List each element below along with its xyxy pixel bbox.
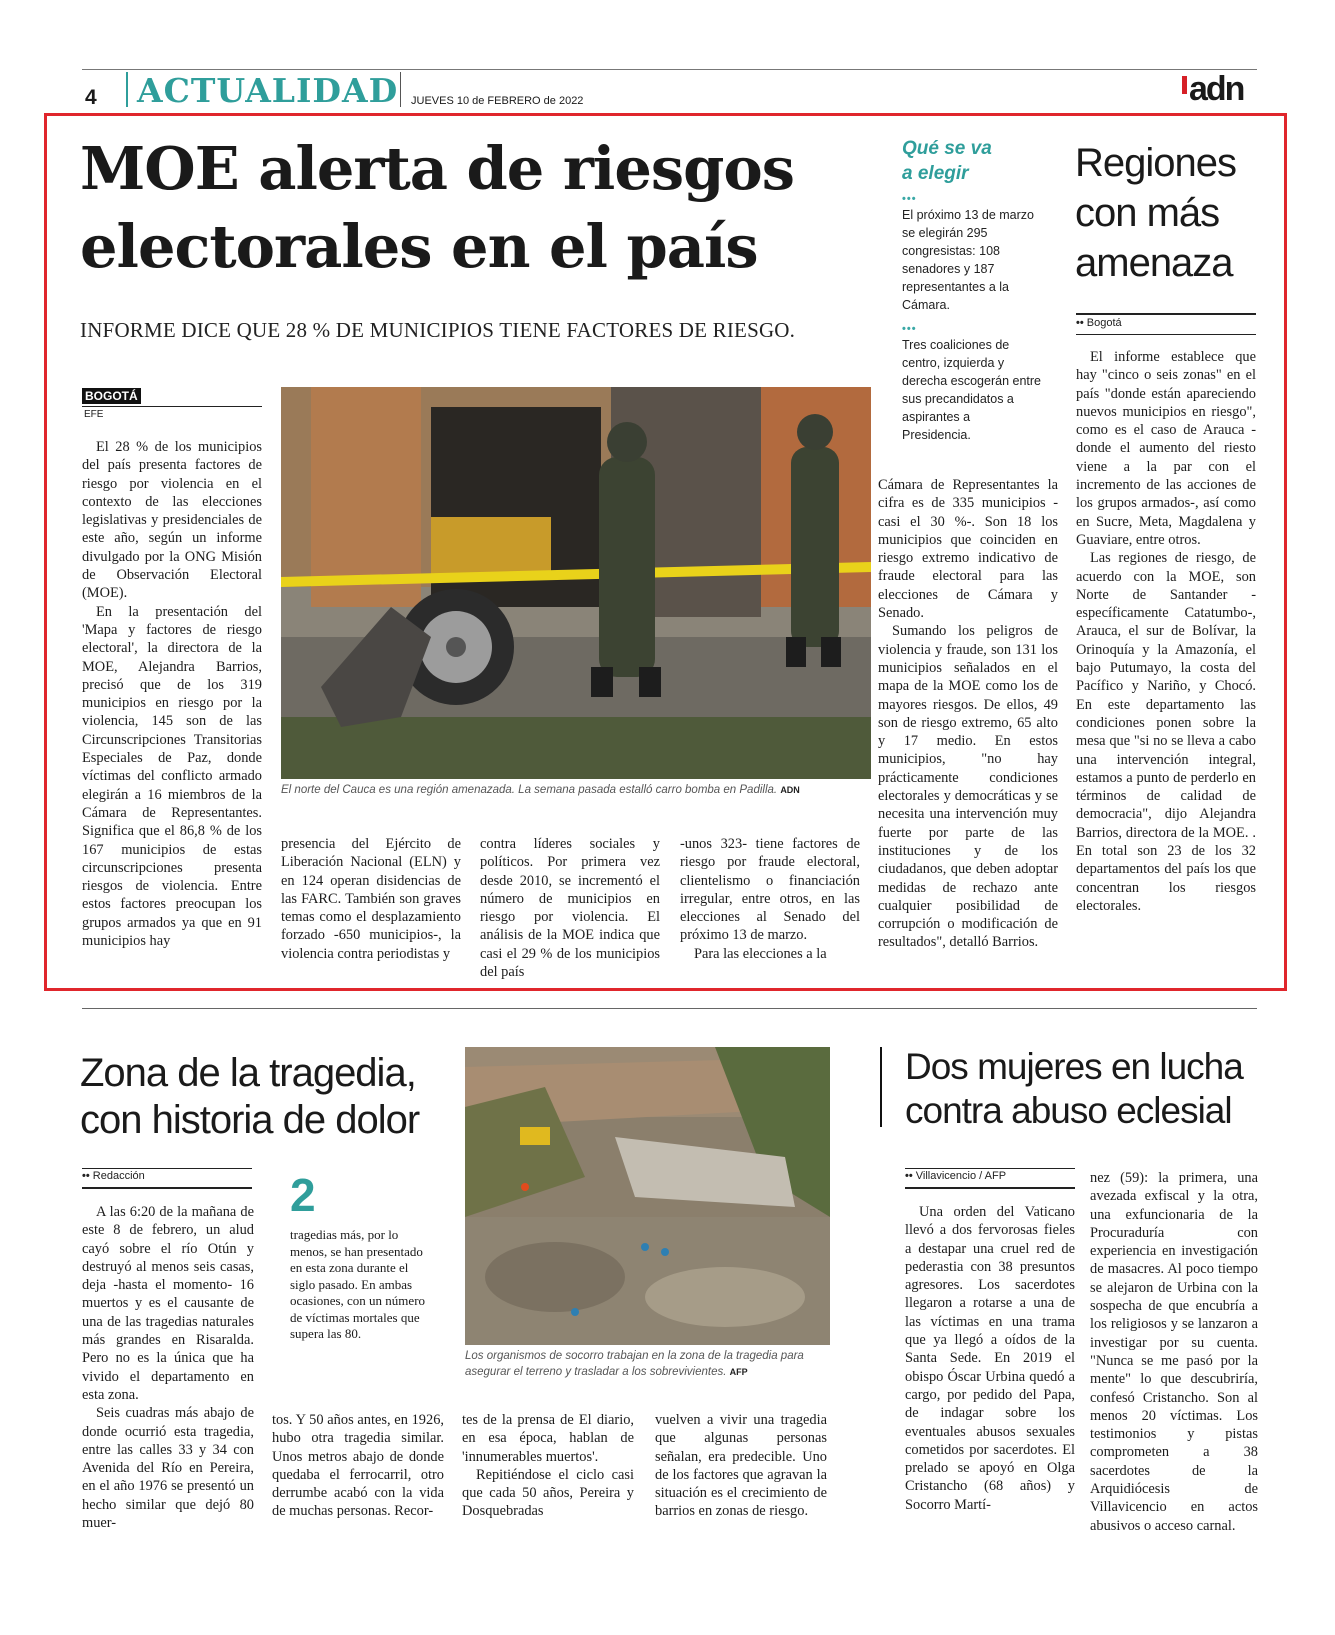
header-top-rule — [82, 69, 1257, 70]
main-headline — [80, 130, 860, 286]
tragedia-kicker — [82, 1170, 145, 1182]
tragedia-big-number: 2 — [290, 1169, 316, 1221]
mujeres-col-2: nez (59): la primera, una avezada exfiscal y la otra, una exfuncionaria de la Procuraduría con experiencia en investigación de masacres. Al poco tiempo se alejaron de Urbina con la sospecha de que encubría a los religiosos y se lanzaron a investigar por su cuenta. "Nunca se me pasó por la mente" lo que descubriría, confesó Cristancho. Son al menos 20 víctimas. Los testimonios y pistas comprometen a 38 sacerdotes de la Arquidiócesis de Villavicencio en actos abusivos o acceso carnal. — [1090, 1170, 1258, 1534]
main-col-3: contra líderes sociales y políticos. Por primera vez desde 2010, se incrementó el número de municipios en riesgo por violencia. El análisis de la MOE indica que casi el 29 % de los municipios del país — [480, 836, 660, 981]
logo-accent-icon — [1182, 76, 1187, 94]
main-col-5 — [878, 476, 1058, 952]
regiones-headline-line1: Regiones — [1075, 141, 1237, 185]
main-col-2: presencia del Ejército de Liberación Nacional (ELN) y en 124 operan disidencias de las FARC. También son graves temas como el desplazamiento forzado -650 municipios-, la violencia contra periodistas y — [281, 836, 461, 962]
tragedia-headline-line1: Zona de la tragedia, — [80, 1051, 416, 1095]
main-photo-caption-text: El norte del Cauca es una región amenazada. La semana pasada estalló carro bomba en Padilla. — [281, 784, 778, 796]
tragedia-col1-p1: A las 6:20 de la mañana de este 8 de febrero, un alud cayó sobre el río Otún y destruyó al menos seis casas, deja -hasta el momento- 16 muertos y es el causante de una de las tragedias naturales más grandes en Risaralda. Pero no es la única que ha vivido el departamento en esta zona. — [82, 1204, 254, 1403]
tragedia-photo-caption — [465, 1348, 830, 1380]
issue-date: JUEVES 10 de FEBRERO de 2022 — [411, 95, 584, 107]
elegir-item-2: Tres coaliciones de centro, izquierda y derecha escogerán entre sus precandidatos a aspirantes a Presidencia. — [902, 338, 1041, 442]
tragedia-col3-p1: tes de la prensa de El diario, en esa época, hablan de 'innumerables muertos'. — [462, 1412, 634, 1465]
tragedia-photo-art — [465, 1047, 830, 1345]
bullet-dots-icon: ••• — [902, 323, 917, 335]
elegir-title-line2: a elegir — [902, 163, 969, 184]
regiones-kicker-text: Bogotá — [1086, 317, 1122, 329]
tragedia-col-2: tos. Y 50 años antes, en 1926, hubo otra tragedia similar. Unos metros abajo de donde quedaba el ferrocarril, otro derrumbe acabó con la vida de muchas personas. Recor- — [272, 1412, 444, 1520]
main-col4-p2: Para las elecciones a la — [694, 945, 827, 962]
bullet-dots-icon: •• — [1076, 317, 1087, 329]
tragedia-photo-credit: AFP — [729, 1367, 748, 1377]
regiones-kicker-rule-2 — [1076, 334, 1256, 335]
main-photo-caption — [281, 782, 871, 798]
lower-section-rule — [82, 1008, 1257, 1009]
tragedia-kicker-rule-2 — [82, 1187, 252, 1189]
tragedia-big-number-text: tragedias más, por lo menos, se han presentado en esta zona durante el siglo pasado. En ambas ocasiones, con un número de víctimas mortales que supera las 80. — [290, 1227, 426, 1341]
regiones-p1: El informe establece que hay "cinco o seis zonas" en el país "donde están apareciendo nuevos municipios en riesgo", como es el caso de Arauca -donde el aumento del riesto viene a la par con el incremento de las acciones de los grupos armados-, así como en Sucre, Meta, Magdalena y Guaviare, entre otros. — [1076, 349, 1256, 548]
main-headline-line1: MOE alerta de riesgos — [80, 134, 794, 203]
tragedia-headline — [80, 1050, 419, 1144]
logo-text: adn — [1189, 70, 1244, 108]
main-subhead: INFORME DICE QUE 28 % DE MUNICIPIOS TIENE FACTORES DE RIESGO. — [80, 318, 796, 342]
elegir-list — [902, 192, 1042, 444]
mujeres-col1-p1: Una orden del Vaticano llevó a dos fervorosas fieles a destapar una cruel red de pederastia con 38 presuntos agresores. Los sacerdotes llegaron a rotarse a una de las víctimas en una trama que ya llegó a oídos de la Santa Sede. En 2019 el obispo Óscar Urbina quedó a cargo, por pedido del Papa, de indagar sobre los eventuales abusos sexuales cometidos por sacerdotes. El prelado se apoyó en Olga Cristancho (68 años) y Socorro Martí- — [905, 1204, 1075, 1513]
mujeres-kicker-rule-2 — [905, 1187, 1075, 1189]
main-col5-p2: Sumando los peligros de violencia y fraude, son 131 los municipios señalados en el mapa de la MOE como los de mayores riesgos. De ellos, 49 son de riesgo extremo, 65 alto y 17 medio. En estos municipios, "no hay prácticamente condiciones electorales y democráticas y se necesita una intervención muy fuerte por parte de las instituciones y de los ciudadanos, que deben adoptar medidas de rechazo ante cualquier posibilidad de corrupción o modificación de resultados", detalló Barrios. — [878, 623, 1058, 951]
main-headline-line2: electorales en el país — [80, 212, 758, 281]
elegir-item-1: El próximo 13 de marzo se elegirán 295 congresistas: 108 senadores y 187 representantes a la Cámara. — [902, 208, 1035, 312]
regiones-headline — [1075, 138, 1236, 288]
adn-logo — [1182, 71, 1243, 107]
section-title: ACTUALIDAD — [137, 71, 399, 110]
main-col1-p2: En la presentación del 'Mapa y factores de riesgo electoral', la directora de la MOE, Alejandra Barrios, precisó que de los 319 municipios en riesgo por la violencia, 145 son de las Circunscripciones Transitorias Especiales de Paz, donde víctimas del conflicto armado elegirán a 16 miembros de la Cámara de Representantes. Significa que el 86,8 % de los 167 municipios de estas circunscripciones presenta riesgos de violencia. Entre estos factores preocupan los grupos armados ya que en 91 municipios hay — [82, 603, 262, 950]
tragedia-col-4: vuelven a vivir una tragedia que algunas personas señalan, era predecible. Uno de los factores que agravan la situación es el crecimiento de barrios en zonas de riesgo. — [655, 1412, 827, 1520]
tragedia-photo-caption-text: Los organismos de socorro trabajan en la zona de la tragedia para asegurar el terreno y trasladar a los sobrevivientes. — [465, 1350, 804, 1378]
location-tag-rule — [82, 406, 262, 407]
regiones-kicker-rule — [1076, 313, 1256, 315]
source-tag: EFE — [84, 409, 104, 420]
header-divider — [126, 72, 128, 107]
elegir-title — [902, 136, 992, 186]
mujeres-divider — [880, 1047, 882, 1127]
regiones-headline-line3: amenaza — [1075, 241, 1233, 285]
regiones-headline-line2: con más — [1075, 191, 1220, 235]
regiones-p2: Las regiones de riesgo, de acuerdo con la MOE, son Norte de Santander -específicamente Catatumbo-, Arauca, el sur de Bolívar, la Orinoquía y la Amazonía, el bajo Putumayo, la costa del Pacífico y Nariño, y Chocó. En este departamento las condiciones ponen sobre la mesa que "si no se lleva a cabo una intervención integral, estamos a punto de perderlo en términos de calidad de democracia", dijo Alejandra Barrios, directora de la MOE. . En total son 23 de los 32 departamentos del país los que concentran los riesgos electorales. — [1076, 550, 1256, 914]
main-col-4 — [680, 835, 860, 963]
tragedia-kicker-text: Redacción — [92, 1170, 145, 1182]
tragedia-kicker-rule — [82, 1168, 252, 1169]
bullet-dots-icon: •• — [82, 1170, 93, 1182]
location-tag: BOGOTÁ — [82, 388, 141, 404]
regiones-body — [1076, 348, 1256, 915]
tragedia-col1-p2: Seis cuadras más abajo de donde ocurrió esta tragedia, entre las calles 33 y 34 con Avenida del Río en Pereira, en el año 1976 se presentó un hecho similar que dejó 80 muer- — [82, 1405, 254, 1532]
main-col4-p1: -unos 323- tiene factores de riesgo por fraude electoral, clientelismo o financiación irregular, entre otros, en las elecciones al Senado del próximo 13 de marzo. — [680, 836, 860, 944]
main-col1-p1: El 28 % de los municipios del país presenta factores de riesgo por violencia en el contexto de las elecciones legislativas y presidenciales de este año, según un informe divulgado por la ONG Misión de Observación Electoral (MOE). — [82, 439, 262, 602]
bullet-dots-icon: ••• — [902, 193, 917, 205]
bullet-dots-icon: •• — [905, 1170, 916, 1182]
mujeres-kicker-rule — [905, 1168, 1075, 1169]
main-photo-credit: ADN — [780, 785, 800, 795]
mujeres-kicker — [905, 1170, 1006, 1182]
elegir-title-line1: Qué se va — [902, 138, 992, 159]
mujeres-col-1 — [905, 1203, 1075, 1514]
regiones-kicker — [1076, 317, 1122, 329]
mujeres-headline-line1: Dos mujeres en lucha — [905, 1046, 1243, 1087]
main-photo — [281, 387, 871, 779]
tragedia-col-3 — [462, 1411, 634, 1521]
mujeres-kicker-text: Villavicencio / AFP — [915, 1170, 1007, 1182]
mujeres-headline — [905, 1045, 1243, 1133]
main-col-1 — [82, 438, 262, 950]
tragedia-headline-line2: con historia de dolor — [80, 1098, 420, 1142]
mujeres-headline-line2: contra abuso eclesial — [905, 1090, 1232, 1131]
tragedia-col-1 — [82, 1203, 254, 1532]
tragedia-photo — [465, 1047, 830, 1345]
header-divider-2 — [400, 72, 401, 107]
tragedia-col3-p2: Repitiéndose el ciclo casi que cada 50 años, Pereira y Dosquebradas — [462, 1466, 634, 1520]
page-number: 4 — [85, 86, 97, 109]
main-photo-art — [281, 387, 871, 779]
main-col5-p1: Cámara de Representantes la cifra es de 335 municipios -casi el 30 %-. Son 18 los municipios que coinciden en riesgo extremo indicativo de fraude electoral para las elecciones de Cámara y Senado. — [878, 477, 1058, 622]
